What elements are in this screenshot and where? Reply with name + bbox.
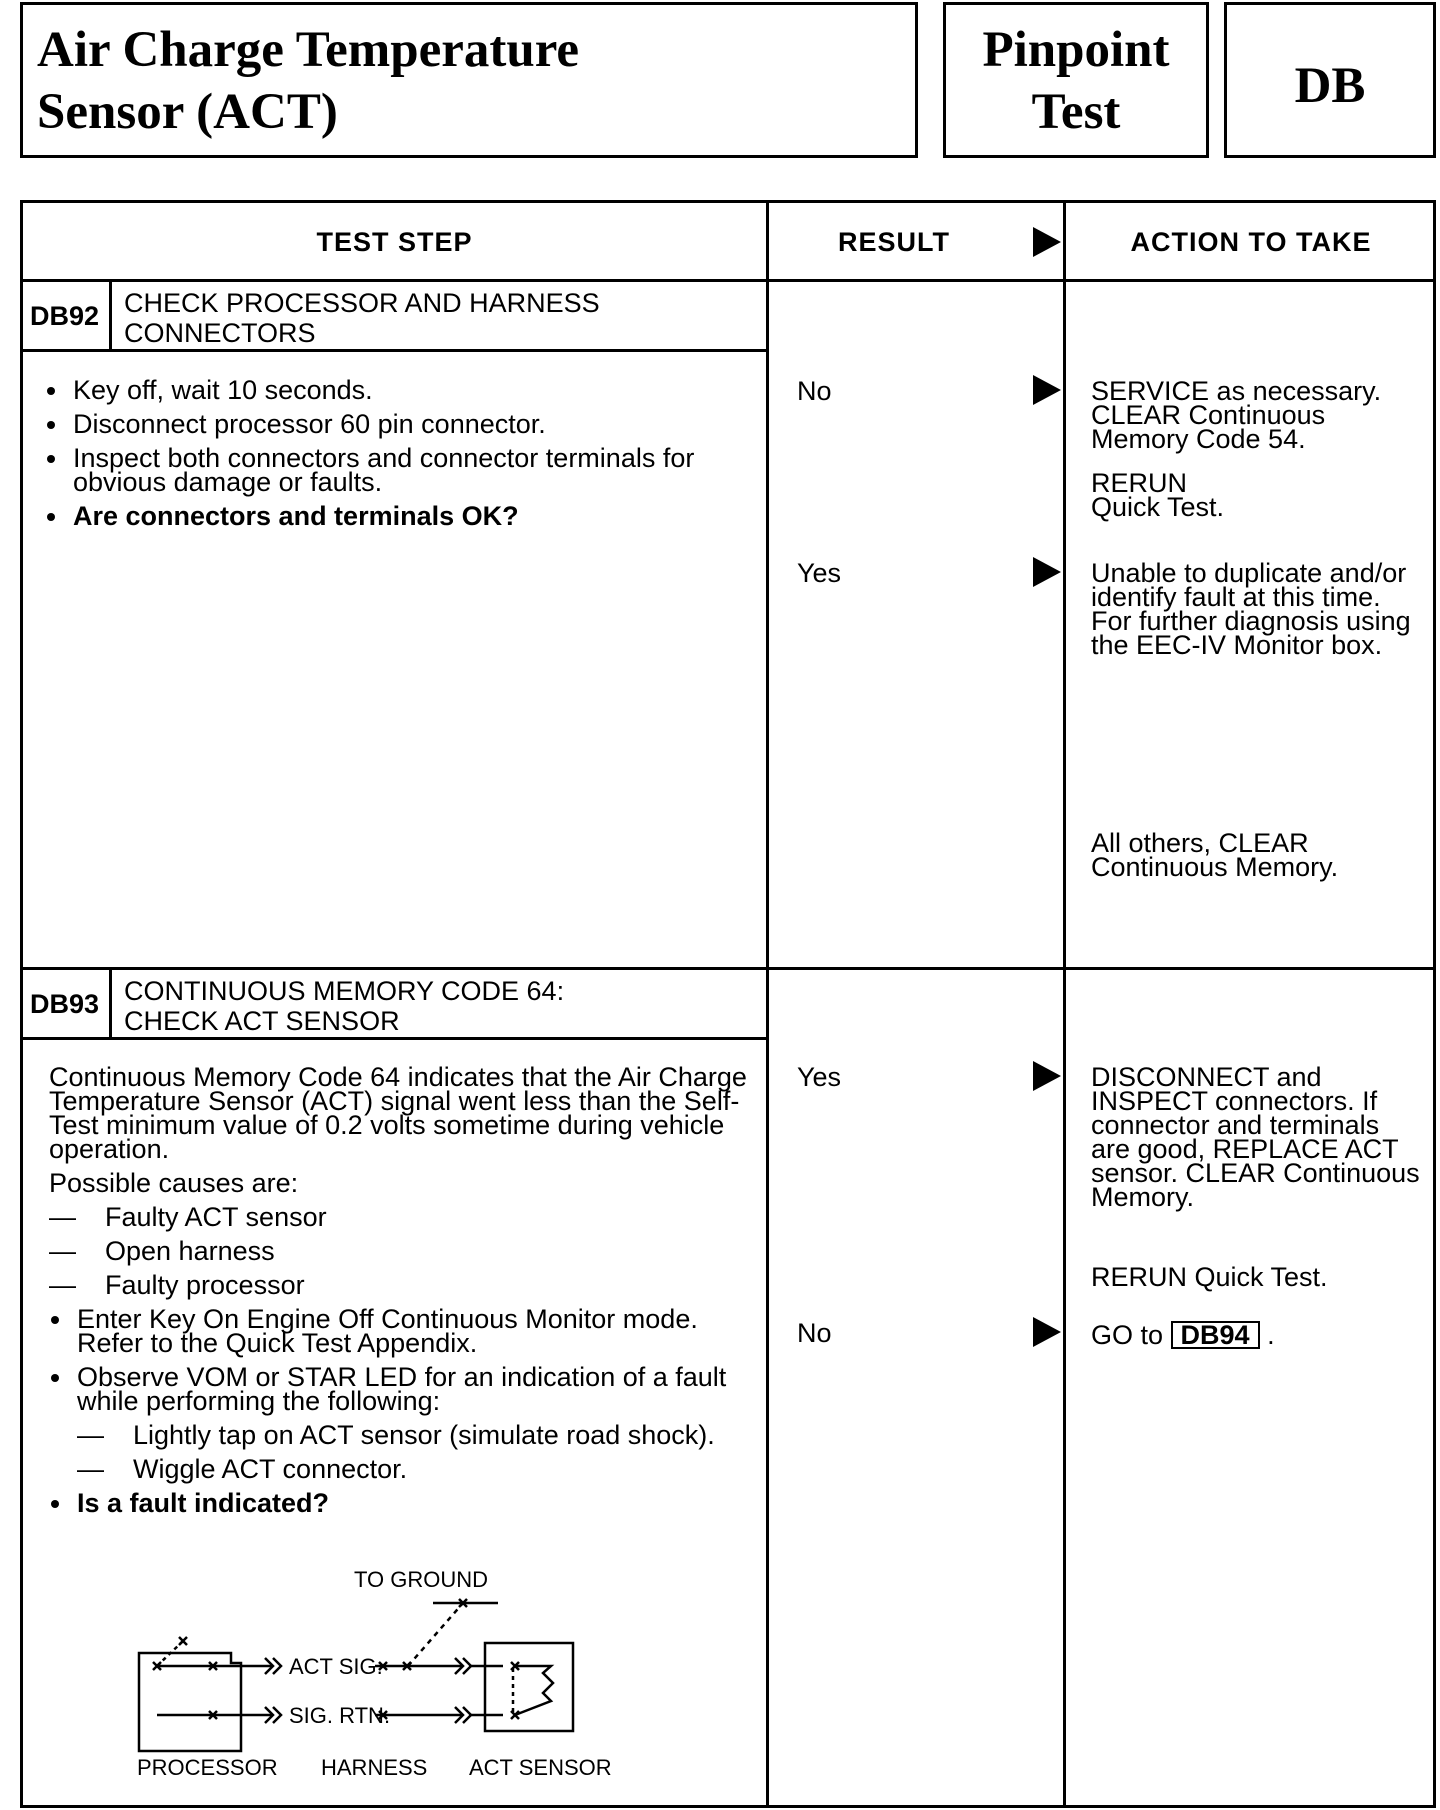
list-item bbox=[45, 375, 755, 405]
test-code: DB bbox=[1294, 58, 1366, 114]
bullet-icon bbox=[47, 387, 55, 395]
step-title-line: CONTINUOUS MEMORY CODE 64: bbox=[124, 976, 565, 1006]
header-test-step: TEST STEP bbox=[316, 226, 473, 257]
act-sensor-box bbox=[485, 1643, 573, 1731]
bullet-icon bbox=[47, 513, 55, 521]
intro-text: Continuous Memory Code 64 indicates that the Air Charge Temperature Sensor (ACT) signal went less than the Self-Test minimum value of 0.2 volts sometime during vehicle operation. bbox=[49, 1062, 747, 1164]
list-item bbox=[49, 1362, 753, 1416]
result-yes: Yes bbox=[797, 1062, 842, 1092]
result-no: No bbox=[797, 376, 832, 406]
result-arrow-icon bbox=[1033, 227, 1061, 257]
act-sig-label: ACT SIG. bbox=[289, 1654, 383, 1679]
result-arrow-icon bbox=[1033, 1317, 1061, 1347]
step-text: Inspect both connectors and connector terminals for obvious damage or faults. bbox=[73, 443, 695, 497]
action-text: All others, CLEAR Continuous Memory. bbox=[1091, 828, 1339, 882]
list-item: — Lightly tap on ACT sensor (simulate road shock). bbox=[77, 1420, 715, 1450]
header-action: ACTION TO TAKE bbox=[1130, 226, 1372, 257]
list-item bbox=[45, 443, 755, 497]
result-arrow-icon bbox=[1033, 557, 1061, 587]
cause-text: Faulty ACT sensor bbox=[105, 1202, 327, 1232]
step-title-divider bbox=[23, 1037, 766, 1040]
step-title-line: CHECK PROCESSOR AND HARNESS bbox=[124, 288, 600, 318]
step-question: Are connectors and terminals OK? bbox=[73, 501, 519, 531]
title-line-2: Sensor (ACT) bbox=[37, 84, 338, 140]
bullet-icon bbox=[47, 421, 55, 429]
row-divider bbox=[23, 967, 1433, 970]
pinpoint-line-2: Test bbox=[1031, 84, 1121, 140]
action-text: Unable to duplicate and/or identify fault at this time. For further diagnosis using the EEC-IV Monitor box. bbox=[1091, 558, 1411, 660]
list-item bbox=[49, 1304, 753, 1358]
goto-step-link[interactable]: DB94 bbox=[1171, 1321, 1260, 1349]
action-line: RERUN bbox=[1091, 468, 1188, 498]
bullet-icon bbox=[47, 455, 55, 463]
column-divider bbox=[1063, 203, 1066, 1805]
action-goto bbox=[1091, 1321, 1421, 1349]
step-title-db92 bbox=[124, 288, 600, 348]
list-item bbox=[49, 1488, 753, 1518]
list-item bbox=[45, 409, 755, 439]
action-text: DISCONNECT and INSPECT connectors. If connector and terminals are good, REPLACE ACT sensor. CLEAR Continuous Memory. bbox=[1091, 1062, 1420, 1212]
column-divider bbox=[766, 203, 769, 1805]
test-table bbox=[20, 200, 1436, 1808]
pinpoint-box bbox=[943, 2, 1209, 158]
bullet-icon bbox=[51, 1316, 59, 1324]
sub-step-text: Wiggle ACT connector. bbox=[133, 1454, 408, 1484]
harness-label: HARNESS bbox=[321, 1755, 428, 1780]
list-item: — Faulty ACT sensor bbox=[49, 1202, 327, 1232]
cause-text: Open harness bbox=[105, 1236, 275, 1266]
db93-steps bbox=[49, 1304, 753, 1416]
step-id-db93: DB93 bbox=[30, 989, 100, 1019]
result-arrow-icon bbox=[1033, 375, 1061, 405]
step-title-line: CONNECTORS bbox=[124, 318, 316, 348]
cause-text: Faulty processor bbox=[105, 1270, 305, 1300]
db92-steps bbox=[45, 375, 755, 538]
action-line: Quick Test. bbox=[1091, 492, 1225, 522]
header-result: RESULT bbox=[838, 226, 950, 257]
to-ground-label: TO GROUND bbox=[353, 1567, 489, 1592]
result-no: No bbox=[797, 1318, 832, 1348]
db93-body bbox=[49, 1062, 753, 1525]
result-arrow-icon bbox=[1033, 1061, 1061, 1091]
page-title bbox=[37, 19, 579, 143]
step-id-divider bbox=[109, 282, 112, 349]
sub-step-text: Lightly tap on ACT sensor (simulate road shock). bbox=[133, 1420, 715, 1450]
pinpoint-line-1: Pinpoint bbox=[982, 22, 1170, 78]
list-item: — Faulty processor bbox=[49, 1270, 305, 1300]
goto-suffix: . bbox=[1267, 1320, 1275, 1350]
title-line-1: Air Charge Temperature bbox=[37, 22, 580, 78]
action-text: RERUN Quick Test. bbox=[1091, 1262, 1328, 1292]
list-item: — Open harness bbox=[49, 1236, 275, 1266]
test-code-box bbox=[1224, 2, 1436, 158]
wiring-diagram bbox=[133, 1563, 693, 1783]
sig-rtn-label: SIG. RTN. bbox=[289, 1703, 391, 1728]
step-text: Enter Key On Engine Off Continuous Monitor mode. Refer to the Quick Test Appendix. bbox=[77, 1304, 698, 1358]
step-title-db93 bbox=[124, 976, 564, 1036]
bullet-icon bbox=[51, 1374, 59, 1382]
title-box bbox=[20, 2, 918, 158]
action-text: SERVICE as necessary. CLEAR Continuous Memory Code 54. bbox=[1091, 376, 1382, 454]
step-title-divider bbox=[23, 349, 766, 352]
result-yes: Yes bbox=[797, 558, 842, 588]
causes-label: Possible causes are: bbox=[49, 1168, 299, 1198]
step-id-db92: DB92 bbox=[30, 301, 100, 331]
list-item bbox=[45, 501, 755, 531]
goto-prefix: GO to bbox=[1091, 1320, 1164, 1350]
step-text: Observe VOM or STAR LED for an indication of a fault while performing the following: bbox=[77, 1362, 727, 1416]
processor-label: PROCESSOR bbox=[137, 1755, 278, 1780]
act-sensor-label: ACT SENSOR bbox=[469, 1755, 612, 1780]
step-title-line: CHECK ACT SENSOR bbox=[124, 1006, 400, 1036]
step-text: Key off, wait 10 seconds. bbox=[73, 375, 373, 405]
pinpoint-label bbox=[946, 19, 1206, 143]
db93-question bbox=[49, 1488, 753, 1518]
bullet-icon bbox=[51, 1500, 59, 1508]
action-text bbox=[1091, 468, 1421, 522]
step-question: Is a fault indicated? bbox=[77, 1488, 330, 1518]
list-item: — Wiggle ACT connector. bbox=[77, 1454, 408, 1484]
step-id-divider bbox=[109, 970, 112, 1037]
step-text: Disconnect processor 60 pin connector. bbox=[73, 409, 546, 439]
